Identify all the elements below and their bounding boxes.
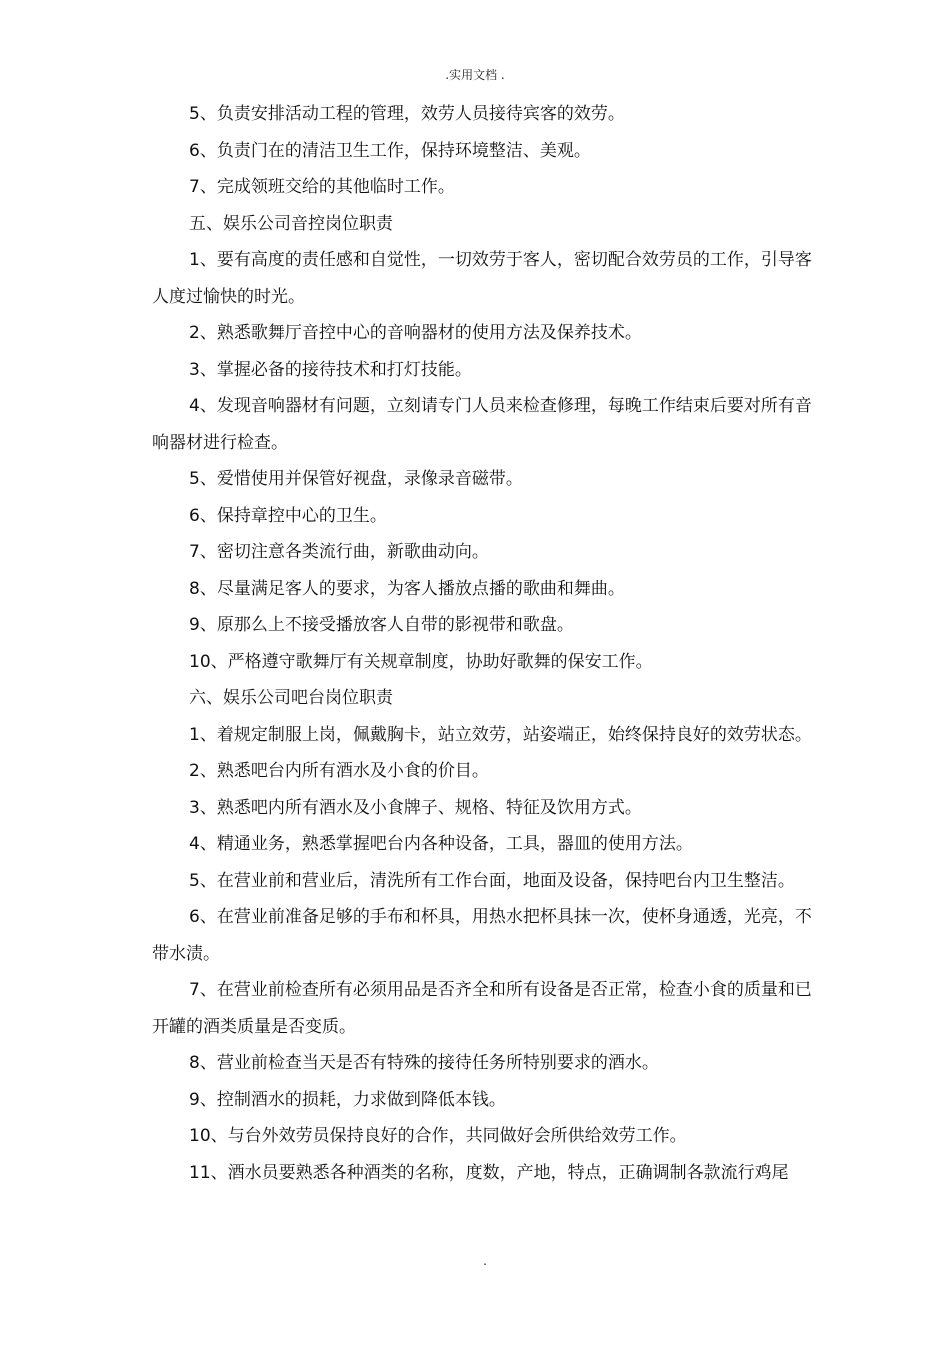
paragraph: 5、在营业前和营业后，清洗所有工作台面，地面及设备，保持吧台内卫生整洁。: [189, 870, 795, 891]
page-footer: .: [483, 1254, 487, 1268]
paragraph: 6、保持章控中心的卫生。: [189, 505, 387, 526]
paragraph: 11、酒水员要熟悉各种酒类的名称，度数，产地，特点，正确调制各款流行鸡尾: [189, 1162, 789, 1183]
section-heading: 六、娱乐公司吧台岗位职责: [189, 688, 393, 708]
paragraph: 3、掌握必备的接待技术和打灯技能。: [189, 359, 472, 380]
paragraph: 9、控制酒水的损耗，力求做到降低本钱。: [189, 1089, 506, 1110]
document-body: [152, 96, 824, 1191]
paragraph: 7、完成领班交给的其他临时工作。: [189, 177, 455, 197]
paragraph: 10、严格遵守歌舞厅有关规章制度，协助好歌舞的保安工作。: [189, 651, 653, 672]
paragraph: 8、营业前检查当天是否有特殊的接待任务所特别要求的酒水。: [189, 1053, 659, 1073]
paragraph: 10、与台外效劳员保持良好的合作，共同做好会所供给效劳工作。: [189, 1126, 687, 1146]
page-header: .实用文档 .: [445, 68, 505, 82]
paragraph: 6、负责门在的清洁卫生工作，保持环境整洁、美观。: [189, 140, 591, 161]
paragraph: 8、尽量满足客人的要求，为客人播放点播的歌曲和舞曲。: [189, 578, 625, 599]
paragraph: 3、熟悉吧内所有酒水及小食牌子、规格、特征及饮用方式。: [189, 797, 642, 818]
paragraph: 1、着规定制服上岗，佩戴胸卡，站立效劳，站姿端正，始终保持良好的效劳状态。: [189, 724, 812, 745]
paragraph: 5、负责安排活动工程的管理，效劳人员接待宾客的效劳。: [189, 104, 625, 124]
paragraph: 1、要有高度的责任感和自觉性，一切效劳于客人，密切配合效劳员的工作，引导客人度过愉快的时光。: [152, 250, 812, 307]
paragraph: 2、熟悉吧台内所有酒水及小食的价目。: [189, 761, 489, 781]
paragraph: 9、原那么上不接受播放客人自带的影视带和歌盘。: [189, 615, 574, 635]
paragraph: 5、爱惜使用并保管好视盘，录像录音磁带。: [189, 469, 523, 489]
paragraph: 2、熟悉歌舞厅音控中心的音响器材的使用方法及保养技术。: [189, 323, 642, 343]
paragraph: 7、密切注意各类流行曲，新歌曲动向。: [189, 542, 489, 562]
paragraph: 7、在营业前检查所有必须用品是否齐全和所有设备是否正常，检查小食的质量和已开罐的酒类质量是否变质。: [152, 980, 812, 1037]
paragraph: 6、在营业前准备足够的手布和杯具，用热水把杯具抹一次，使杯身通透，光亮，不带水渍。: [152, 907, 812, 964]
paragraph: 4、发现音响器材有问题，立刻请专门人员来检查修理，每晚工作结束后要对所有音响器材进行检查。: [152, 396, 812, 453]
section-heading: 五、娱乐公司音控岗位职责: [189, 213, 393, 234]
paragraph: 4、精通业务，熟悉掌握吧台内各种设备，工具，器皿的使用方法。: [189, 834, 693, 854]
